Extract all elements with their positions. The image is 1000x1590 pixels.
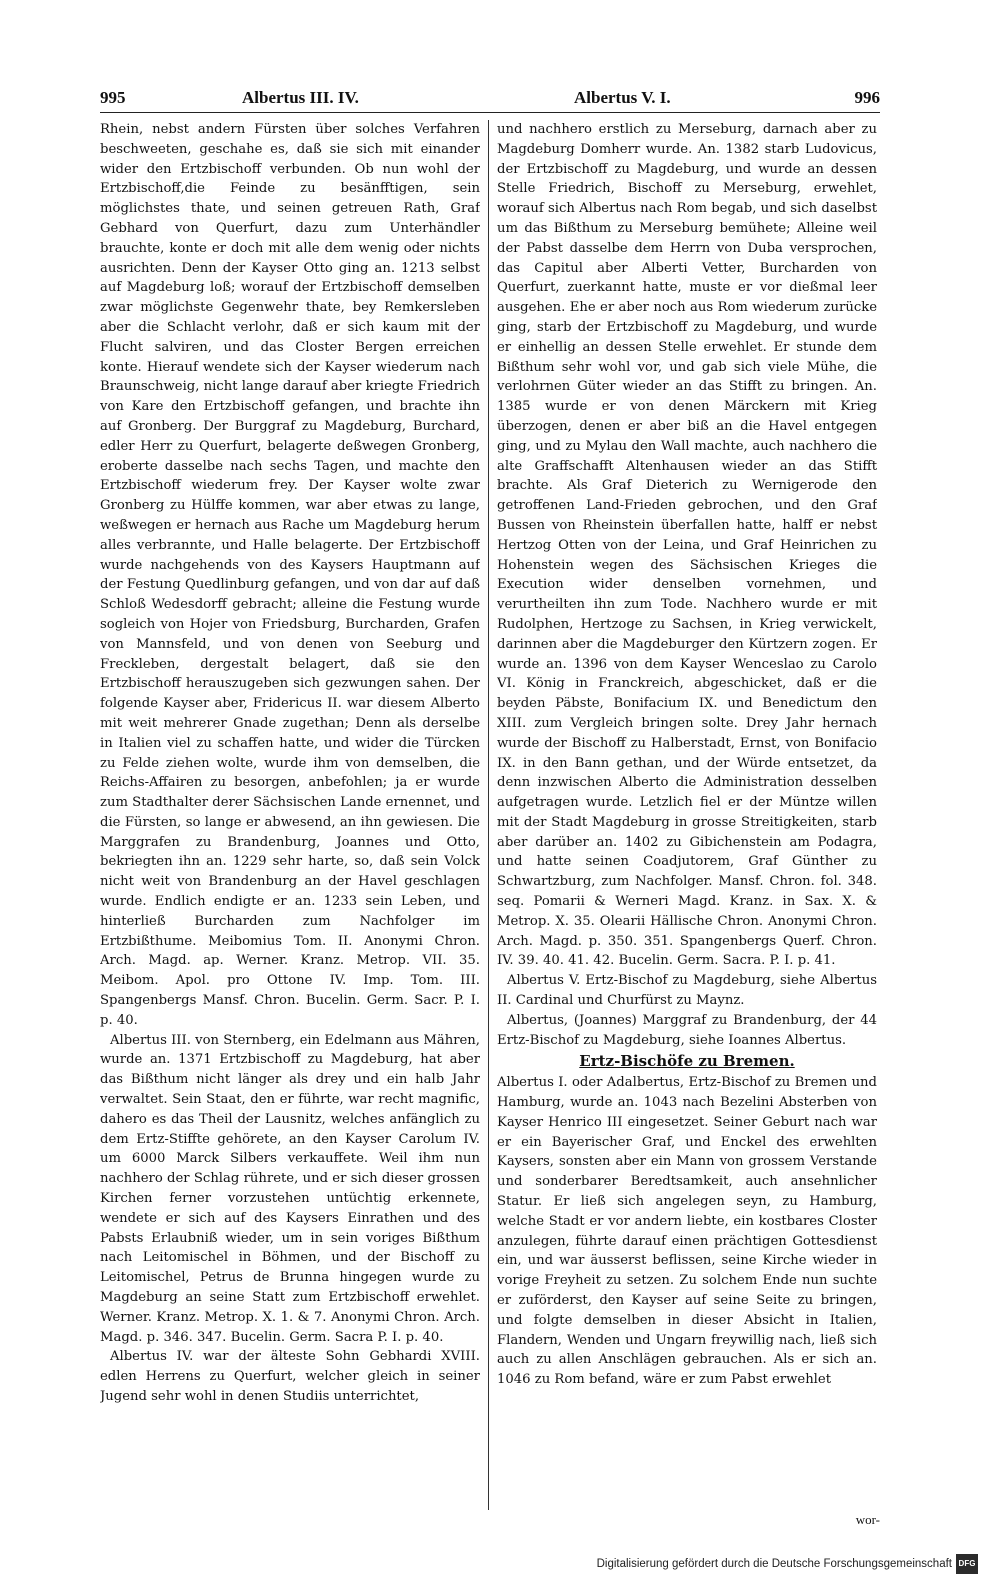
paragraph: Albertus V. Ertz-Bischof zu Magdeburg, siehe Albertus II. Cardinal und Churfürst zu Maynz. <box>497 973 877 1009</box>
page-number-right: 996 <box>854 88 880 107</box>
left-column <box>100 120 480 1500</box>
running-title-left: Albertus III. IV. <box>242 88 359 107</box>
header-rule <box>100 112 880 113</box>
paragraph: Rhein, nebst andern Fürsten über solches Verfahren beschweeten, geschahe es, daß sie sich mit einander wider den Ertzbischoff verbunden. Ob nun wohl der Ertzbischoff,die Feinde zu besänfftigen, sein möglichstes thate, und seinen getreuen Rath, Graf Gebhard von Querfurt, dazu zum Unterhändler brauchte, konte er doch mit alle dem wenig oder nichts ausrichten. Denn der Kayser Otto ging an. 1213 selbst auf Magdeburg loß; worauf der Ertzbischoff demselben zwar möglichste Gegenwehr thate, bey Remkersleben aber die Schlacht verlohr, daß er sich kaum mit der Flucht salviren, und das Closter Bergen erreichen konte. Hierauf wendete sich der Kayser wiederum nach Braunschweig, nicht lange darauf aber kriegte Friedrich von Kare den Ertzbischoff gefangen, und brachte ihn auf Gronberg. Der Burggraf zu Magdeburg, Burchard, edler Herr zu Querfurt, belagerte deßwegen Gronberg, eroberte dasselbe nach sechs Tagen, und machte den Ertzbischoff wiederum frey. Der Kayser wolte zwar Gronberg zu Hülffe kommen, war aber etwas zu lange, weßwegen er hernach aus Rache um Magdeburg herum alles verbrannte, und Halle belagerte. Der Ertzbischoff wurde nachgehends von des Kaysers Hauptmann auf der Festung Quedlinburg gefangen, und von dar auf daß Schloß Wedesdorff gebracht; alleine die Festung wurde sogleich von Hojer von Friedsburg, Burcharden, Grafen von Mannsfeld, und von denen von Seeburg und Freckleben, dergestalt belagert, daß sie den Ertzbischoff herauszugeben sich gezwungen sahen. Der folgende Kayser aber, Fridericus II. war diesem Alberto mit weit mehrerer Gnade zugethan; Denn als derselbe in Italien viel zu schaffen hatte, und wider die Türcken zu Felde ziehen wolte, wurde ihm von demselben, die Reichs-Affairen zu besorgen, anbefohlen; ja er wurde zum Stadthalter derer Sächsischen Lande ernennet, und die Fürsten, so lange er abwesend, an ihn gewiesen. Die Marggrafen zu Brandenburg, Joannes und Otto, bekriegten ihn an. 1229 sehr harte, so, daß sein Volck nicht weit von Brandenburg an der Havel geschlagen wurde. Endlich endigte er an. 1233 sein Leben, und hinterließ Burcharden zum Nachfolger im Ertzbißthume. Meibomius Tom. II. Anonymi Chron. Arch. Magd. ap. Werner. Kranz. Metrop. VII. 35. Meibom. Apol. pro Ottone IV. Imp. Tom. III. Spangenbergs Mansf. Chron. Bucelin. Germ. Sacr. P. I. p. 40. <box>100 122 480 1028</box>
text-columns <box>100 120 880 1500</box>
dfg-logo: DFG <box>956 1554 978 1574</box>
catchword: wor- <box>855 1512 880 1527</box>
paragraph: und nachhero erstlich zu Merseburg, darnach aber zu Magdeburg Domherr wurde. An. 1382 starb Ludovicus, der Ertzbischoff zu Magdeburg, und wurde an dessen Stelle Friedrich, Bischoff zu Merseburg, erwehlet, worauf sich Albertus nach Rom begab, und sich daselbst um das Bißthum zu Merseburg bemühete; Alleine weil der Pabst dasselbe dem Herrn von Duba versprochen, das Capitul aber Alberti Vetter, Burcharden von Querfurt, zuerkannt hatte, muste er vor dießmal leer ausgehen. Ehe er aber noch aus Rom wiederum zurücke ging, starb der Ertzbischoff zu Magdeburg, und wurde er einhellig an dessen Stelle erwehlet. Er stunde dem Bißthum sehr wohl vor, und gab sich viele Mühe, die verlohrnen Güter wieder an das Stifft zu bringen. An. 1385 wurde er von denen Märckern mit Krieg überzogen, denen er aber biß an die Havel entgegen ging, und zu Mylau den Wall machte, auch nachhero die alte Graffschafft Altenhausen wieder an das Stifft brachte. Als Graf Dieterich zu Wernigerode den getroffenen Land-Frieden gebrochen, und den Graf Bussen von Rheinstein überfallen hatte, halff er nebst Hertzog Otten von der Leina, und Graf Heinrichen zu Hohenstein wegen des Sächsischen Krieges die Execution wider denselben vornehmen, und verurtheilten ihn zum Tode. Nachhero wurde er mit Rudolphen, Hertzoge zu Sachsen, in Krieg verwickelt, darinnen aber die Magdeburger den Kürtzern zogen. Er wurde an. 1396 von dem Kayser Wenceslao zu Carolo VI. König in Franckreich, abgeschicket, daß er die beyden Päbste, Bonifacium IX. und Benedictum den XIII. zum Vergleich bringen solte. Drey Jahr hernach wurde der Bischoff zu Halberstadt, Ernst, von Bonifacio IX. in den Bann gethan, und der Würde entsetzet, da denn inzwischen Alberto die Administration desselben aufgetragen wurde. Letzlich fiel er der Müntze willen mit der Stadt Magdeburg in grosse Streitigkeiten, starb aber darüber an. 1402 zu Gibichenstein am Podagra, und hatte seinen Coadjutorem, Graf Günther zu Schwartzburg, zum Nachfolger. Mansf. Chron. fol. 348. seq. Pomarii & Werneri Magd. Kranz. in Sax. X. & Metrop. X. 35. Olearii Hällische Chron. Anonymi Chron. Arch. Magd. p. 350. 351. Spangenbergs Querf. Chron. IV. 39. 40. 41. 42. Bucelin. Germ. Sacra. P. I. p. 41. <box>497 122 877 969</box>
running-title-right: Albertus V. I. <box>574 88 671 107</box>
page-number-left: 995 <box>100 88 126 107</box>
paragraph: Albertus III. von Sternberg, ein Edelmann aus Mähren, wurde an. 1371 Ertzbischoff zu Magdeburg, hat aber das Bißthum nicht länger als drey und ein halb Jahr verwaltet. Sein Staat, den er führte, war recht magnific, dahero es das Theil der Lausnitz, welches anfänglich zu dem Ertz-Stiffte gehörete, an den Kayser Carolum IV. um 6000 Marck Silbers verkauffete. Weil ihm nun nachhero der Schlag rührete, und er sich dieser grossen Kirchen ferner vorzustehen untüchtig erkennete, wendete er sich auf des Kaysers Einrathen und des Pabsts Erlaubniß wieder, um in sein voriges Bißthum nach Leitomischel in Böhmen, und der Bischoff zu Leitomischel, Petrus de Brunna hingegen wurde zu Magdeburg an seine Statt zum Ertzbischoff erwehlet. Werner. Kranz. Metrop. X. 1. & 7. Anonymi Chron. Arch. Magd. p. 346. 347. Bucelin. Germ. Sacra P. I. p. 40. <box>100 1032 480 1345</box>
right-column <box>497 120 877 1500</box>
paragraph: Albertus I. oder Adalbertus, Ertz-Bischof zu Bremen und Hamburg, wurde an. 1043 nach Bezelini Absterben von Kayser Henrico III eingesetzet. Seiner Geburt nach war er ein Bayerischer Graf, und Enckel des erwehlten Kaysers, sonsten aber ein Mann von grossem Verstande und sonderbarer Beredtsamkeit, auch ansehnlicher Statur. Er ließ sich angelegen seyn, zu Hamburg, welche Stadt er vor andern liebte, ein kostbares Closter anzulegen, führte darauf einen prächtigen Gottesdienst ein, und war äusserst beflissen, seine Kirche wieder in vorige Freyheit zu setzen. Zu solchem Ende nun suchte er zuförderst, den Kayser auf seine Seite zu bringen, und folgte demselben in dieser Absicht in Italien, Flandern, Wenden und Ungarn freywillig nach, ließ sich auch zu allen Anschlägen gebrauchen. Als er sich an. 1046 zu Rom befand, wäre er zum Pabst erwehlet <box>497 1075 877 1388</box>
paragraph: Albertus, (Joannes) Marggraf zu Brandenburg, der 44 Ertz-Bischof zu Magdeburg, siehe Ioannes Albertus. <box>497 1012 877 1048</box>
footer-credit: Digitalisierung gefördert durch die Deutsche Forschungsgemeinschaft <box>596 1558 952 1570</box>
book-page <box>100 86 880 1527</box>
column-rule <box>488 120 489 1510</box>
running-header <box>100 86 880 114</box>
section-heading: Ertz-Bischöfe zu Bremen. <box>579 1052 795 1071</box>
paragraph: Albertus IV. war der älteste Sohn Gebhardi XVIII. edlen Herrens zu Querfurt, welcher gleich in seiner Jugend sehr wohl in denen Studiis unterrichtet, <box>100 1349 480 1404</box>
